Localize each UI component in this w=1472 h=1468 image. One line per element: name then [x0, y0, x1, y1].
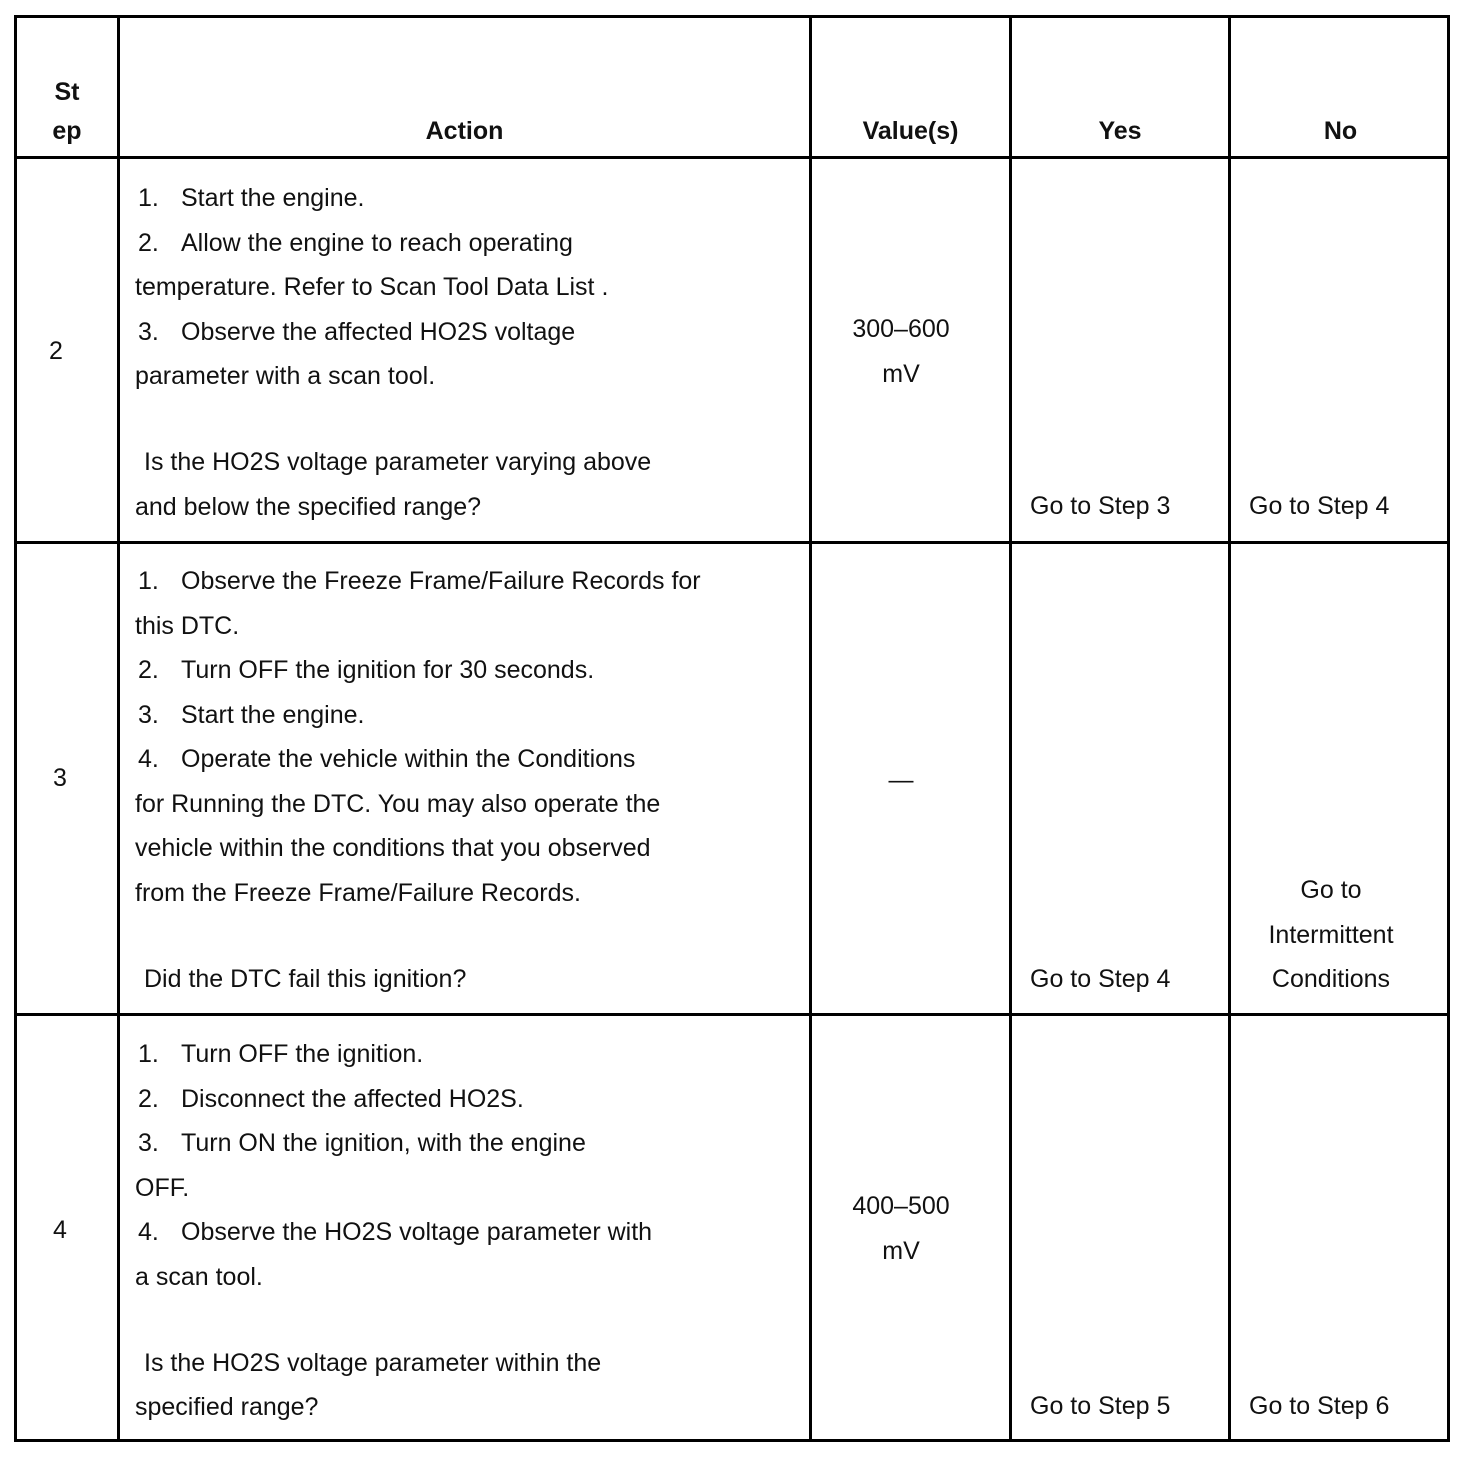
step-number: 4	[53, 1216, 67, 1244]
action-text: 1. Start the engine. 2. Allow the engine to reach operating temperature. Refer to Scan Tool Data List . 3. Observe the affected HO2S voltage parameter with a scan tool. Is the HO2S voltage parameter varying above and below the specified range?	[135, 176, 651, 529]
header-action: Action	[425, 117, 504, 145]
header-values: Value(s)	[862, 117, 959, 145]
action-text: 1. Observe the Freeze Frame/Failure Records for this DTC. 2. Turn OFF the ignition for 30 seconds. 3. Start the engine. 4. Operate the vehicle within the Conditions for Running the DTC. You may also operate the vehicle within the conditions that you observed from the Freeze Frame/Failure Records. Did the DTC fail this ignition?	[135, 559, 701, 1001]
header-yes: Yes	[1098, 117, 1142, 145]
action-item: 4. Observe the HO2S voltage parameter with	[138, 1218, 653, 1246]
value-range: 300–600 mV	[852, 315, 950, 388]
step-number: 3	[53, 764, 67, 792]
header-step-line1: St	[54, 78, 80, 106]
yes-result: Go to Step 3	[1030, 492, 1171, 520]
header-step-line2: ep	[52, 117, 82, 145]
value-range: —	[888, 766, 914, 794]
yes-result: Go to Step 4	[1030, 965, 1171, 993]
action-item: 3. Start the engine.	[138, 700, 365, 729]
yes-result: Go to Step 5	[1030, 1392, 1171, 1420]
action-item: 3. Observe the affected HO2S voltage	[138, 317, 576, 346]
step-number: 2	[49, 337, 63, 365]
question-text: Is the HO2S voltage parameter within the	[144, 1348, 602, 1377]
diagnostic-table	[14, 15, 1450, 1442]
action-item: 3. Turn ON the ignition, with the engine	[138, 1129, 586, 1157]
action-item: 2. Allow the engine to reach operating	[138, 228, 573, 257]
question-text: Did the DTC fail this ignition?	[144, 964, 467, 993]
column-divider	[1009, 18, 1012, 1439]
no-result: Go to Step 4	[1249, 492, 1390, 520]
column-divider	[117, 18, 120, 1439]
action-item: 2. Turn OFF the ignition for 30 seconds.	[138, 656, 595, 684]
value-range: 400–500 mV	[852, 1192, 950, 1265]
question-text: Is the HO2S voltage parameter varying above	[144, 448, 652, 476]
header-step	[17, 73, 117, 151]
action-item: 1. Start the engine.	[138, 184, 365, 212]
no-result: Go to Intermittent Conditions	[1268, 876, 1394, 993]
row-divider	[17, 156, 1447, 159]
action-item: 1. Observe the Freeze Frame/Failure Records for	[138, 567, 701, 595]
action-item: 1. Turn OFF the ignition.	[138, 1040, 424, 1068]
header-no: No	[1323, 117, 1358, 145]
action-text: 1. Turn OFF the ignition. 2. Disconnect the affected HO2S. 3. Turn ON the ignition, with the engine OFF. 4. Observe the HO2S voltage parameter with a scan tool. Is the HO2S voltage parameter within the specified range?	[135, 1032, 652, 1430]
row-divider	[17, 1013, 1447, 1016]
no-result: Go to Step 6	[1249, 1392, 1390, 1420]
action-item: 2. Disconnect the affected HO2S.	[138, 1084, 524, 1113]
row-divider	[17, 541, 1447, 544]
column-divider	[1228, 18, 1231, 1439]
action-item: 4. Operate the vehicle within the Conditions	[138, 745, 636, 773]
